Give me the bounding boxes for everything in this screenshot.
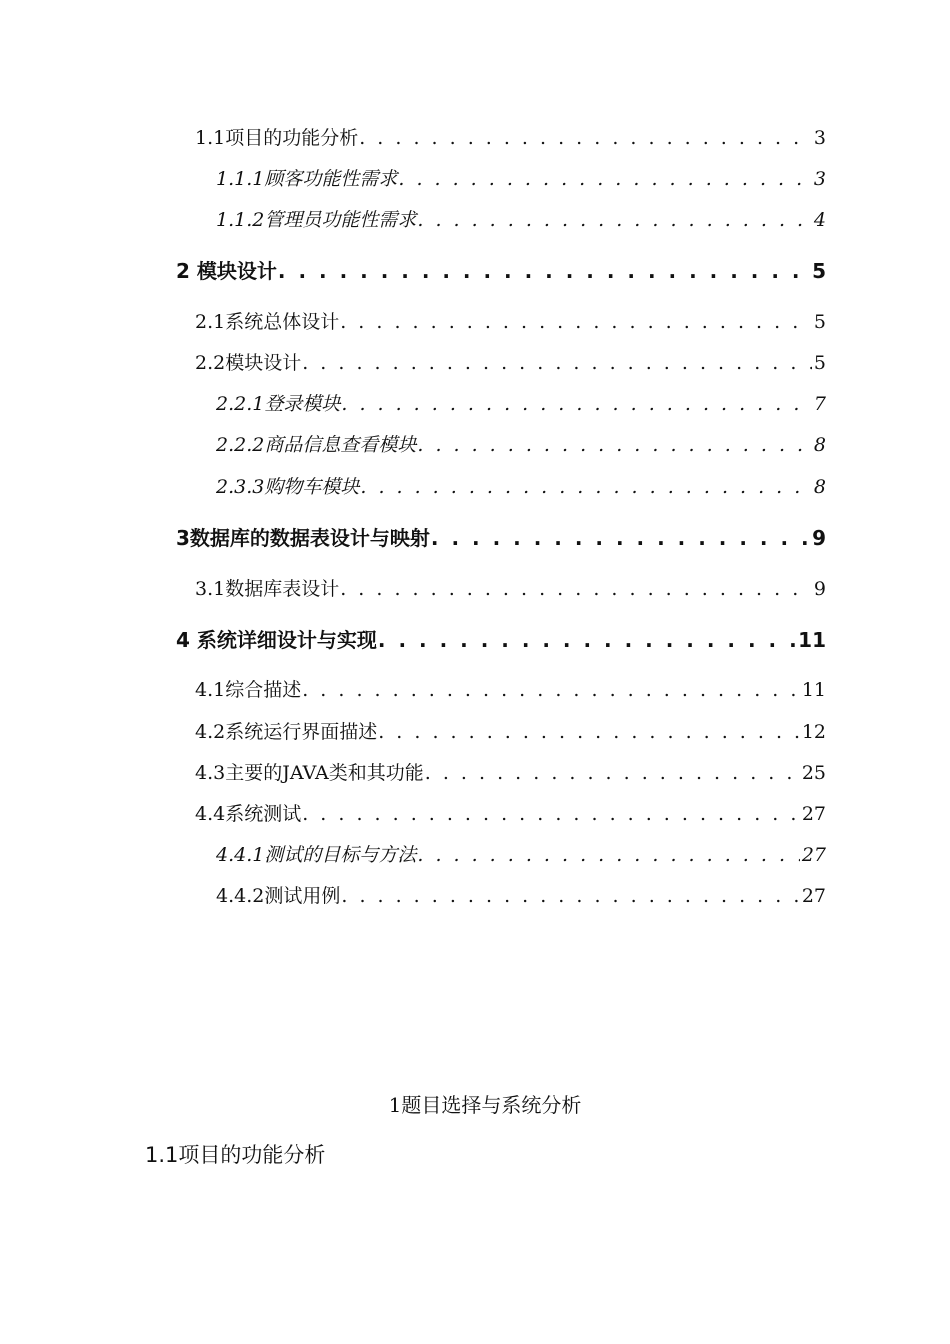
toc-entry-4-4-2[interactable] xyxy=(216,883,826,909)
toc-entry-1-1-2[interactable] xyxy=(216,207,826,233)
toc-entry-title: 4 系统详细设计与实现 xyxy=(176,628,377,652)
toc-entry-page: 5 xyxy=(813,311,826,333)
toc-leader-dots xyxy=(278,258,810,284)
toc-entry-page: 8 xyxy=(813,434,826,456)
toc-entry-page: 11 xyxy=(801,679,826,701)
toc-entry-page: 12 xyxy=(801,721,826,743)
toc-entry-title: 4.4.1测试的目标与方法 xyxy=(216,844,417,866)
toc-leader-dots xyxy=(302,350,812,376)
toc-entry-4-2[interactable] xyxy=(195,719,826,745)
toc-entry-page: 27 xyxy=(801,803,826,825)
toc-entry-title: 4.2系统运行界面描述 xyxy=(195,721,378,743)
toc-entry-page: 27 xyxy=(801,844,826,866)
toc-entry-title: 1.1项目的功能分析 xyxy=(195,127,359,149)
toc-leader-dots xyxy=(417,432,812,458)
toc-entry-4-1[interactable] xyxy=(195,677,826,703)
toc-entry-4-4[interactable] xyxy=(195,801,826,827)
toc-entry-2[interactable] xyxy=(176,258,826,284)
toc-entry-3[interactable] xyxy=(176,525,826,551)
toc-leader-dots xyxy=(340,576,812,602)
toc-entry-title: 4.4.2测试用例 xyxy=(216,885,341,907)
toc-leader-dots xyxy=(340,309,812,335)
toc-entry-title: 2 模块设计 xyxy=(176,259,277,283)
toc-entry-page: 7 xyxy=(813,393,826,415)
toc-entry-page: 8 xyxy=(813,476,826,498)
toc-entry-2-3-3[interactable] xyxy=(216,474,826,500)
toc-entry-page: 9 xyxy=(813,578,826,600)
toc-entry-1-1-1[interactable] xyxy=(216,166,826,192)
toc-entry-2-1[interactable] xyxy=(195,309,826,335)
toc-entry-title: 4.3主要的JAVA类和其功能 xyxy=(195,762,424,784)
toc-entry-title: 2.3.3购物车模块 xyxy=(216,476,360,498)
toc-leader-dots xyxy=(378,719,800,745)
toc-entry-page: 3 xyxy=(813,127,826,149)
toc-entry-title: 2.2.1登录模块 xyxy=(216,393,341,415)
toc-entry-title: 3.1数据库表设计 xyxy=(195,578,340,600)
toc-entry-page: 3 xyxy=(813,168,826,190)
toc-entry-title: 2.2模块设计 xyxy=(195,352,302,374)
toc-entry-page: 25 xyxy=(801,762,826,784)
toc-entry-title: 4.4系统测试 xyxy=(195,803,302,825)
toc-entry-page: 27 xyxy=(801,885,826,907)
toc-entry-4-3[interactable] xyxy=(195,760,826,786)
toc-leader-dots xyxy=(360,474,812,500)
toc-entry-page: 9 xyxy=(812,526,826,550)
toc-entry-2-2-1[interactable] xyxy=(216,391,826,417)
section-title: 1题目选择与系统分析 xyxy=(388,1093,582,1117)
toc-leader-dots xyxy=(417,842,799,868)
toc-entry-title: 2.2.2商品信息查看模块 xyxy=(216,434,417,456)
toc-entry-1-1[interactable] xyxy=(195,125,826,151)
toc-entry-page: 4 xyxy=(813,209,826,231)
toc-entry-page: 11 xyxy=(798,628,826,652)
toc-entry-2-2[interactable] xyxy=(195,350,826,376)
toc-entry-4-4-1[interactable] xyxy=(216,842,826,868)
toc-entry-title: 4.1综合描述 xyxy=(195,679,302,701)
toc-leader-dots xyxy=(302,801,800,827)
toc-leader-dots xyxy=(425,760,800,786)
toc-entry-title: 1.1.2管理员功能性需求 xyxy=(216,209,417,231)
toc-entry-title: 2.1系统总体设计 xyxy=(195,311,340,333)
sub-heading: 1.1项目的功能分析 xyxy=(145,1143,326,1167)
toc-leader-dots xyxy=(431,525,810,551)
toc-leader-dots xyxy=(398,166,812,192)
toc-entry-4[interactable] xyxy=(176,627,826,653)
toc-entry-title: 3数据库的数据表设计与映射 xyxy=(176,526,430,550)
toc-leader-dots xyxy=(341,883,799,909)
toc-entry-3-1[interactable] xyxy=(195,576,826,602)
toc-entry-page: 5 xyxy=(812,259,826,283)
toc-entry-title: 1.1.1顾客功能性需求 xyxy=(216,168,398,190)
toc-leader-dots xyxy=(417,207,812,233)
toc-entry-2-2-2[interactable] xyxy=(216,432,826,458)
toc-entry-page: 5 xyxy=(813,352,826,374)
toc-leader-dots xyxy=(302,677,800,703)
toc-leader-dots xyxy=(341,391,812,417)
toc-leader-dots xyxy=(378,627,796,653)
toc-leader-dots xyxy=(359,125,812,151)
